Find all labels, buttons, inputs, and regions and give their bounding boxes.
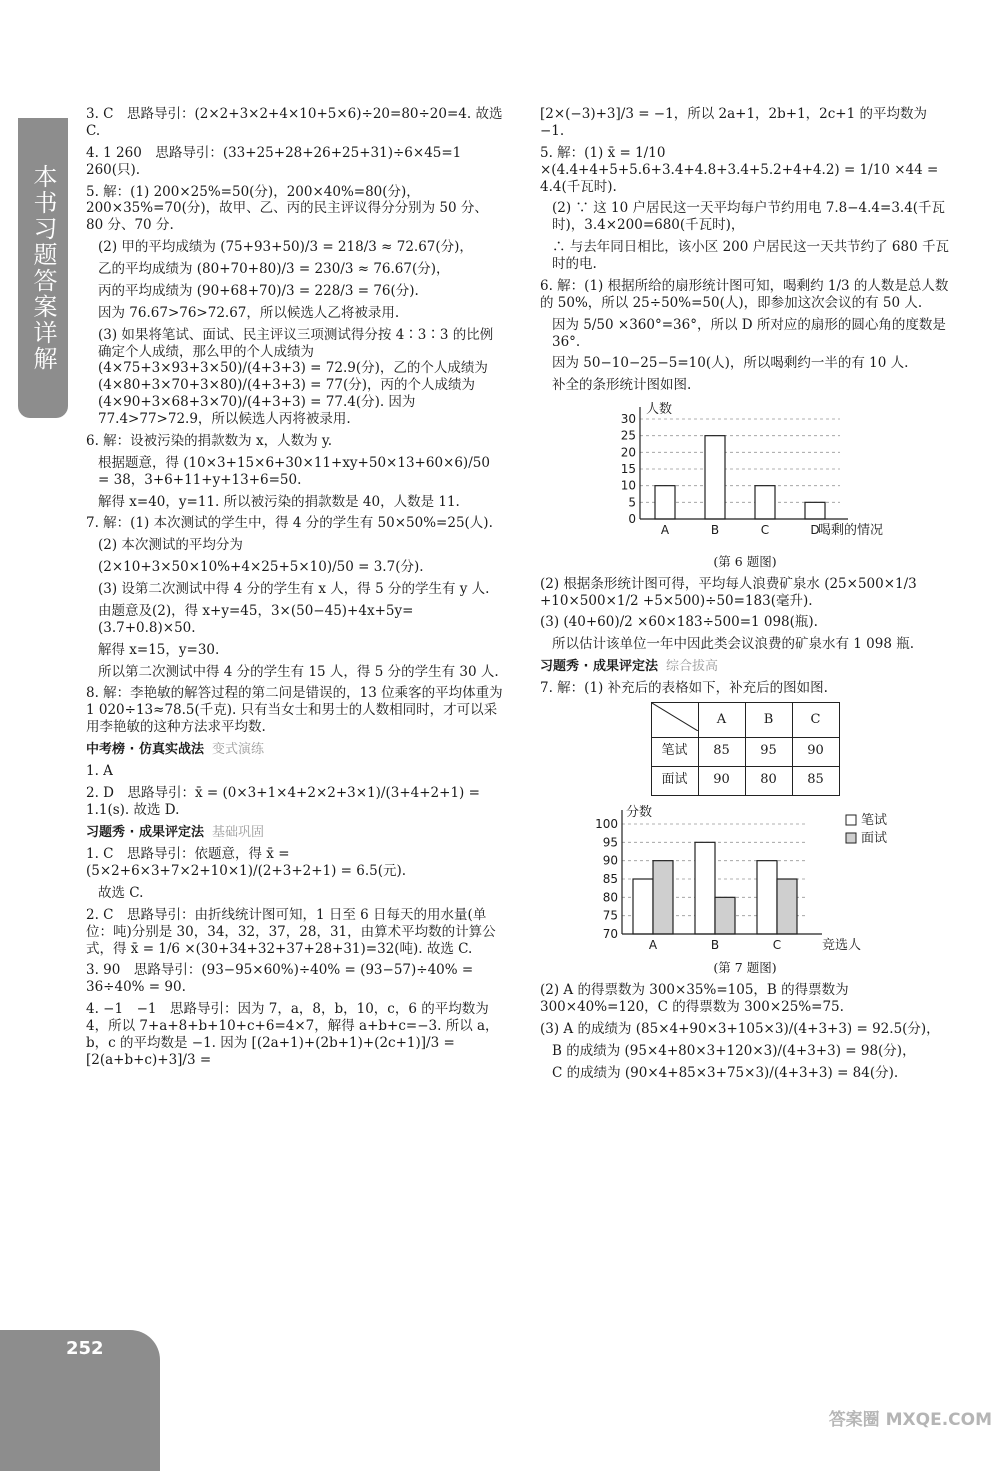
answer-r5-1: 5. 解：(1) x̄ = 1/10 ×(4.4+4+5+5.6+3.4+4.8+3.4+5.2+4+4.2) = 1/10 ×44 = 4.4(千瓦时). (540, 144, 939, 195)
y-tick-label: 90 (602, 853, 618, 868)
table-cell: 90 (792, 737, 839, 766)
y-tick-label: 25 (620, 428, 636, 443)
y-axis-label: 分数 (626, 804, 653, 820)
x-axis-label: 喝剩的情况 (818, 523, 884, 539)
y-tick-label: 20 (620, 445, 636, 460)
table-header-cell: B (745, 703, 792, 737)
chart-caption-q6: (第 6 题图) (713, 554, 777, 569)
section-title: 中考榜 · 仿真实战法 (86, 742, 204, 757)
section-subtitle: 变式演练 (212, 742, 265, 757)
answer-c-4: 4. −1 −1 思路导引：因为 7，a，8，b，10，c，6 的平均数为 4，所以 7+a+8+b+10+c+6=4×7，解得 a+b+c=−3. 所以 a，b，c 的平均数是 −1. 因为 [(2a+1)+(2b+1)+(2c+1)]/3 = [2(a+b+c)+3]/3 = (86, 1001, 499, 1068)
x-tick-label: C (760, 523, 770, 538)
x-tick-label: A (648, 937, 658, 952)
legend-entry: 笔试 (861, 812, 888, 828)
answer-c-1b: 故选 C. (98, 884, 144, 901)
answer-7-3-conclusion: 所以第二次测试中得 4 分的学生有 15 人，得 5 分的学生有 30 人. (98, 663, 499, 680)
section-title: 习题秀 · 成果评定法 (86, 824, 204, 840)
section-subtitle: 综合拔高 (666, 659, 719, 675)
legend-entry: 面试 (861, 830, 888, 846)
answer-8: 8. 解：李艳敏的解答过程的第二问是错误的，13 位乘客的平均体重为 1 020÷13≈78.5(千克). 只有当女士和男士的人数相同时，才可以采用李艳敏的这种方法求平均数. (86, 685, 503, 736)
answer-6-solution: 解得 x=40，y=11. 所以被污染的捐款数是 40，人数是 11. (98, 493, 460, 510)
section-subtitle: 基础巩固 (212, 824, 265, 840)
table-header-row (651, 703, 839, 737)
answer-7-3-solution: 解得 x=15，y=30. (98, 641, 220, 658)
table-cell: 85 (792, 766, 839, 795)
answer-7-2-formula: (2×10+3×50×10%+4×25+5×10)/50 = 3.7(分). (98, 559, 424, 576)
y-tick-label: 80 (602, 889, 618, 904)
y-axis-label: 人数 (646, 402, 673, 418)
answer-c-2: 2. C 思路导引：由折线统计图可知，1 日至 6 日每天的用水量(单位：吨)分别是 30，34，32，37，28，31，由算术平均数的计算公式，得 x̄ = 1/6 ×(30+34+32+37+28+31)=32(吨). 故选 C. (86, 906, 496, 957)
page-number: 252 (66, 1338, 104, 1359)
answer-c-1: 1. C 思路导引：依题意，得 x̄ = (5×2+6×3+7×2+10×1)/(2+3+2+1) = 6.5(元). (86, 846, 407, 879)
y-tick-label: 15 (620, 462, 636, 477)
answer-5-2b: 乙的平均成绩为 (80+70+80)/3 = 230/3 ≈ 76.67(分)， (98, 261, 450, 277)
table-cell: 85 (698, 737, 745, 766)
table-header-cell: A (698, 703, 745, 737)
y-tick-label: 75 (602, 908, 618, 923)
x-tick-label: B (710, 937, 720, 952)
y-tick-label: 95 (602, 834, 618, 849)
answer-r6-3: (3) (40+60)/2 ×60×183÷500=1 098(瓶). (540, 614, 818, 631)
answer-r7-1: 7. 解：(1) 补充后的表格如下，补充后的图如图. (540, 680, 828, 697)
answer-r6-count: 因为 50−10−25−5=10(人)，所以喝剩约一半的有 10 人. (552, 355, 909, 372)
answer-7-1: 7. 解：(1) 本次测试的学生中，得 4 分的学生有 50×50%=25(人). (86, 515, 493, 532)
table-corner-cell (651, 703, 698, 737)
table-row (651, 766, 839, 795)
x-tick-label: A (660, 523, 670, 538)
answer-5-2a: (2) 甲的平均成绩为 (75+93+50)/3 = 218/3 ≈ 72.67(分)， (98, 239, 473, 256)
table-cell: 95 (745, 737, 792, 766)
table-cell: 笔试 (651, 737, 698, 766)
bar (757, 860, 777, 933)
answer-6-system: 根据题意，得 (10×3+15×6+30×11+xy+50×13+60×6)/50 = 38，3+6+11+y+13+6=50. (98, 454, 490, 488)
answer-r6-figure-note: 补全的条形统计图如图. (552, 377, 692, 394)
section-title: 习题秀 · 成果评定法 (540, 659, 658, 675)
x-tick-label: C (772, 937, 782, 952)
bar (653, 860, 673, 933)
answer-6-intro: 6. 解：设被污染的捐款数为 x，人数为 y. (86, 432, 332, 449)
y-tick-label: 0 (628, 512, 636, 527)
bar (655, 486, 675, 519)
answer-r5-3: ∴ 与去年同日相比，该小区 200 户居民这一天共节约了 680 千瓦时的电. (552, 239, 949, 272)
answer-r6-1: 6. 解：(1) 根据所给的扇形统计图可知，喝剩约 1/3 的人数是总人数的 50%，所以 25÷50%=50(人)，即参加这次会议的有 50 人. (540, 277, 949, 311)
bar (695, 842, 715, 934)
y-tick-label: 10 (620, 478, 636, 493)
answer-b-2: 2. D 思路导引：x̄ = (0×3+1×4+2×2+3×1)/(3+4+2+1) = 1.1(s). 故选 D. (86, 785, 480, 818)
bar (755, 486, 775, 519)
bar (705, 436, 725, 519)
answer-r5-2: (2) ∵ 这 10 户居民这一天平均每户节约用电 7.8−4.4=3.4(千瓦时)，3.4×200=680(千瓦时)， (552, 200, 946, 234)
side-tab-label: 本书习题答案详解 (18, 118, 68, 418)
legend-swatch (846, 833, 856, 843)
diagonal-slash (652, 703, 698, 731)
table-header-cell: C (792, 703, 839, 737)
answer-5-3: (3) 如果将笔试、面试、民主评议三项测试得分按 4∶3∶3 的比例确定个人成绩，那么甲的个人成绩为 (4×75+3×93+3×50)/(4+3+3) = 72.9(分)，乙的个人成绩为 (4×80+3×70+3×80)/(4+3+3) = 77(分)，丙的个人成绩为 (4×90+3×68+3×70)/(4+3+3) = 77.4(分). 因为 77.4>77>72.9，所以候选人丙将被录用. (98, 326, 494, 427)
table-cell: 90 (698, 766, 745, 795)
x-axis-label: 竞选人 (822, 937, 862, 953)
answer-r7-2: (2) A 的得票数为 300×35%=105，B 的得票数为 300×40%=120，C 的得票数为 300×25%=75. (540, 982, 849, 1015)
answer-c-3: 3. 90 思路导引：(93−95×60%)÷40% = (93−57)÷40% = 36÷40% = 90. (86, 962, 474, 996)
bar (715, 897, 735, 934)
watermark-logo-text: 答案圈 MXQE.COM (828, 1410, 992, 1430)
answer-r6-2: (2) 根据条形统计图可得，平均每人浪费矿泉水 (25×500×1/3 +10×500×1/2 +5×500)÷50=183(毫升). (540, 575, 917, 609)
x-tick-label: D (810, 523, 820, 538)
answer-r7-3a: (3) A 的成绩为 (85×4+90×3+105×3)/(4+3+3) = 92.5(分)， (540, 1020, 940, 1037)
x-tick-label: B (710, 523, 720, 538)
answer-r7-3c: C 的成绩为 (90×4+85×3+75×3)/(4+3+3) = 84(分). (552, 1064, 899, 1081)
grouped-bar-chart-q7 (540, 802, 950, 954)
answer-3: 3. C 思路导引：(2×2+3×2+4×10+5×6)÷20=80÷20=4. 故选 C. (86, 106, 503, 139)
chart-caption-q7: (第 7 题图) (713, 960, 777, 976)
table-row (651, 737, 839, 766)
answer-4: 4. 1 260 思路导引：(33+25+28+26+25+31)÷6×45=1 260(只). (86, 144, 462, 178)
section-heading-zhongkao (86, 742, 504, 758)
answer-7-3-system: 由题意及(2)，得 x+y=45，3×(50−45)+4x+5y=(3.7+0.8)×50. (98, 602, 414, 636)
right-column (540, 106, 950, 1086)
answer-7-3: (3) 设第二次测试中得 4 分的学生有 x 人，得 5 分的学生有 y 人. (98, 581, 490, 597)
left-column (86, 106, 504, 1074)
y-tick-label: 30 (620, 412, 636, 427)
answer-4-continued: [2×(−3)+3]/3 = −1，所以 2a+1，2b+1，2c+1 的平均数为 −1. (540, 106, 928, 139)
section-heading-advanced (540, 659, 950, 675)
answer-7-2: (2) 本次测试的平均分为 (98, 537, 243, 554)
answer-5-2d: 因为 76.67>76>72.67，所以候选人乙将被录用. (98, 304, 400, 321)
legend-swatch (846, 815, 856, 825)
bar (777, 879, 797, 934)
y-tick-label: 5 (628, 495, 636, 510)
section-heading-basic (86, 825, 504, 841)
answer-r6-3-conclusion: 所以估计该单位一年中因此类会议浪费的矿泉水有 1 098 瓶. (552, 636, 915, 653)
answer-5-2c: 丙的平均成绩为 (90+68+70)/3 = 228/3 = 76(分). (98, 282, 419, 299)
answer-b-1: 1. A (86, 763, 113, 780)
table-cell: 80 (745, 766, 792, 795)
answer-r6-angle: 因为 5/50 ×360°=36°，所以 D 所对应的扇形的圆心角的度数是 36°. (552, 316, 946, 350)
score-table (651, 702, 840, 795)
bar (633, 879, 653, 934)
answer-r7-3b: B 的成绩为 (95×4+80×3+120×3)/(4+3+3) = 98(分)， (552, 1042, 916, 1059)
y-tick-label: 70 (602, 926, 618, 941)
answer-5-1: 5. 解：(1) 200×25%=50(分)，200×40%=80(分)，200×35%=70(分)，故甲、乙、丙的民主评议得分分别为 50 分、80 分、70 分. (86, 183, 488, 234)
bar-chart-q6 (540, 399, 950, 547)
bar (805, 502, 825, 519)
legend (846, 813, 887, 846)
y-tick-label: 85 (602, 871, 618, 886)
y-tick-label: 100 (595, 816, 618, 831)
table-cell: 面试 (651, 766, 698, 795)
